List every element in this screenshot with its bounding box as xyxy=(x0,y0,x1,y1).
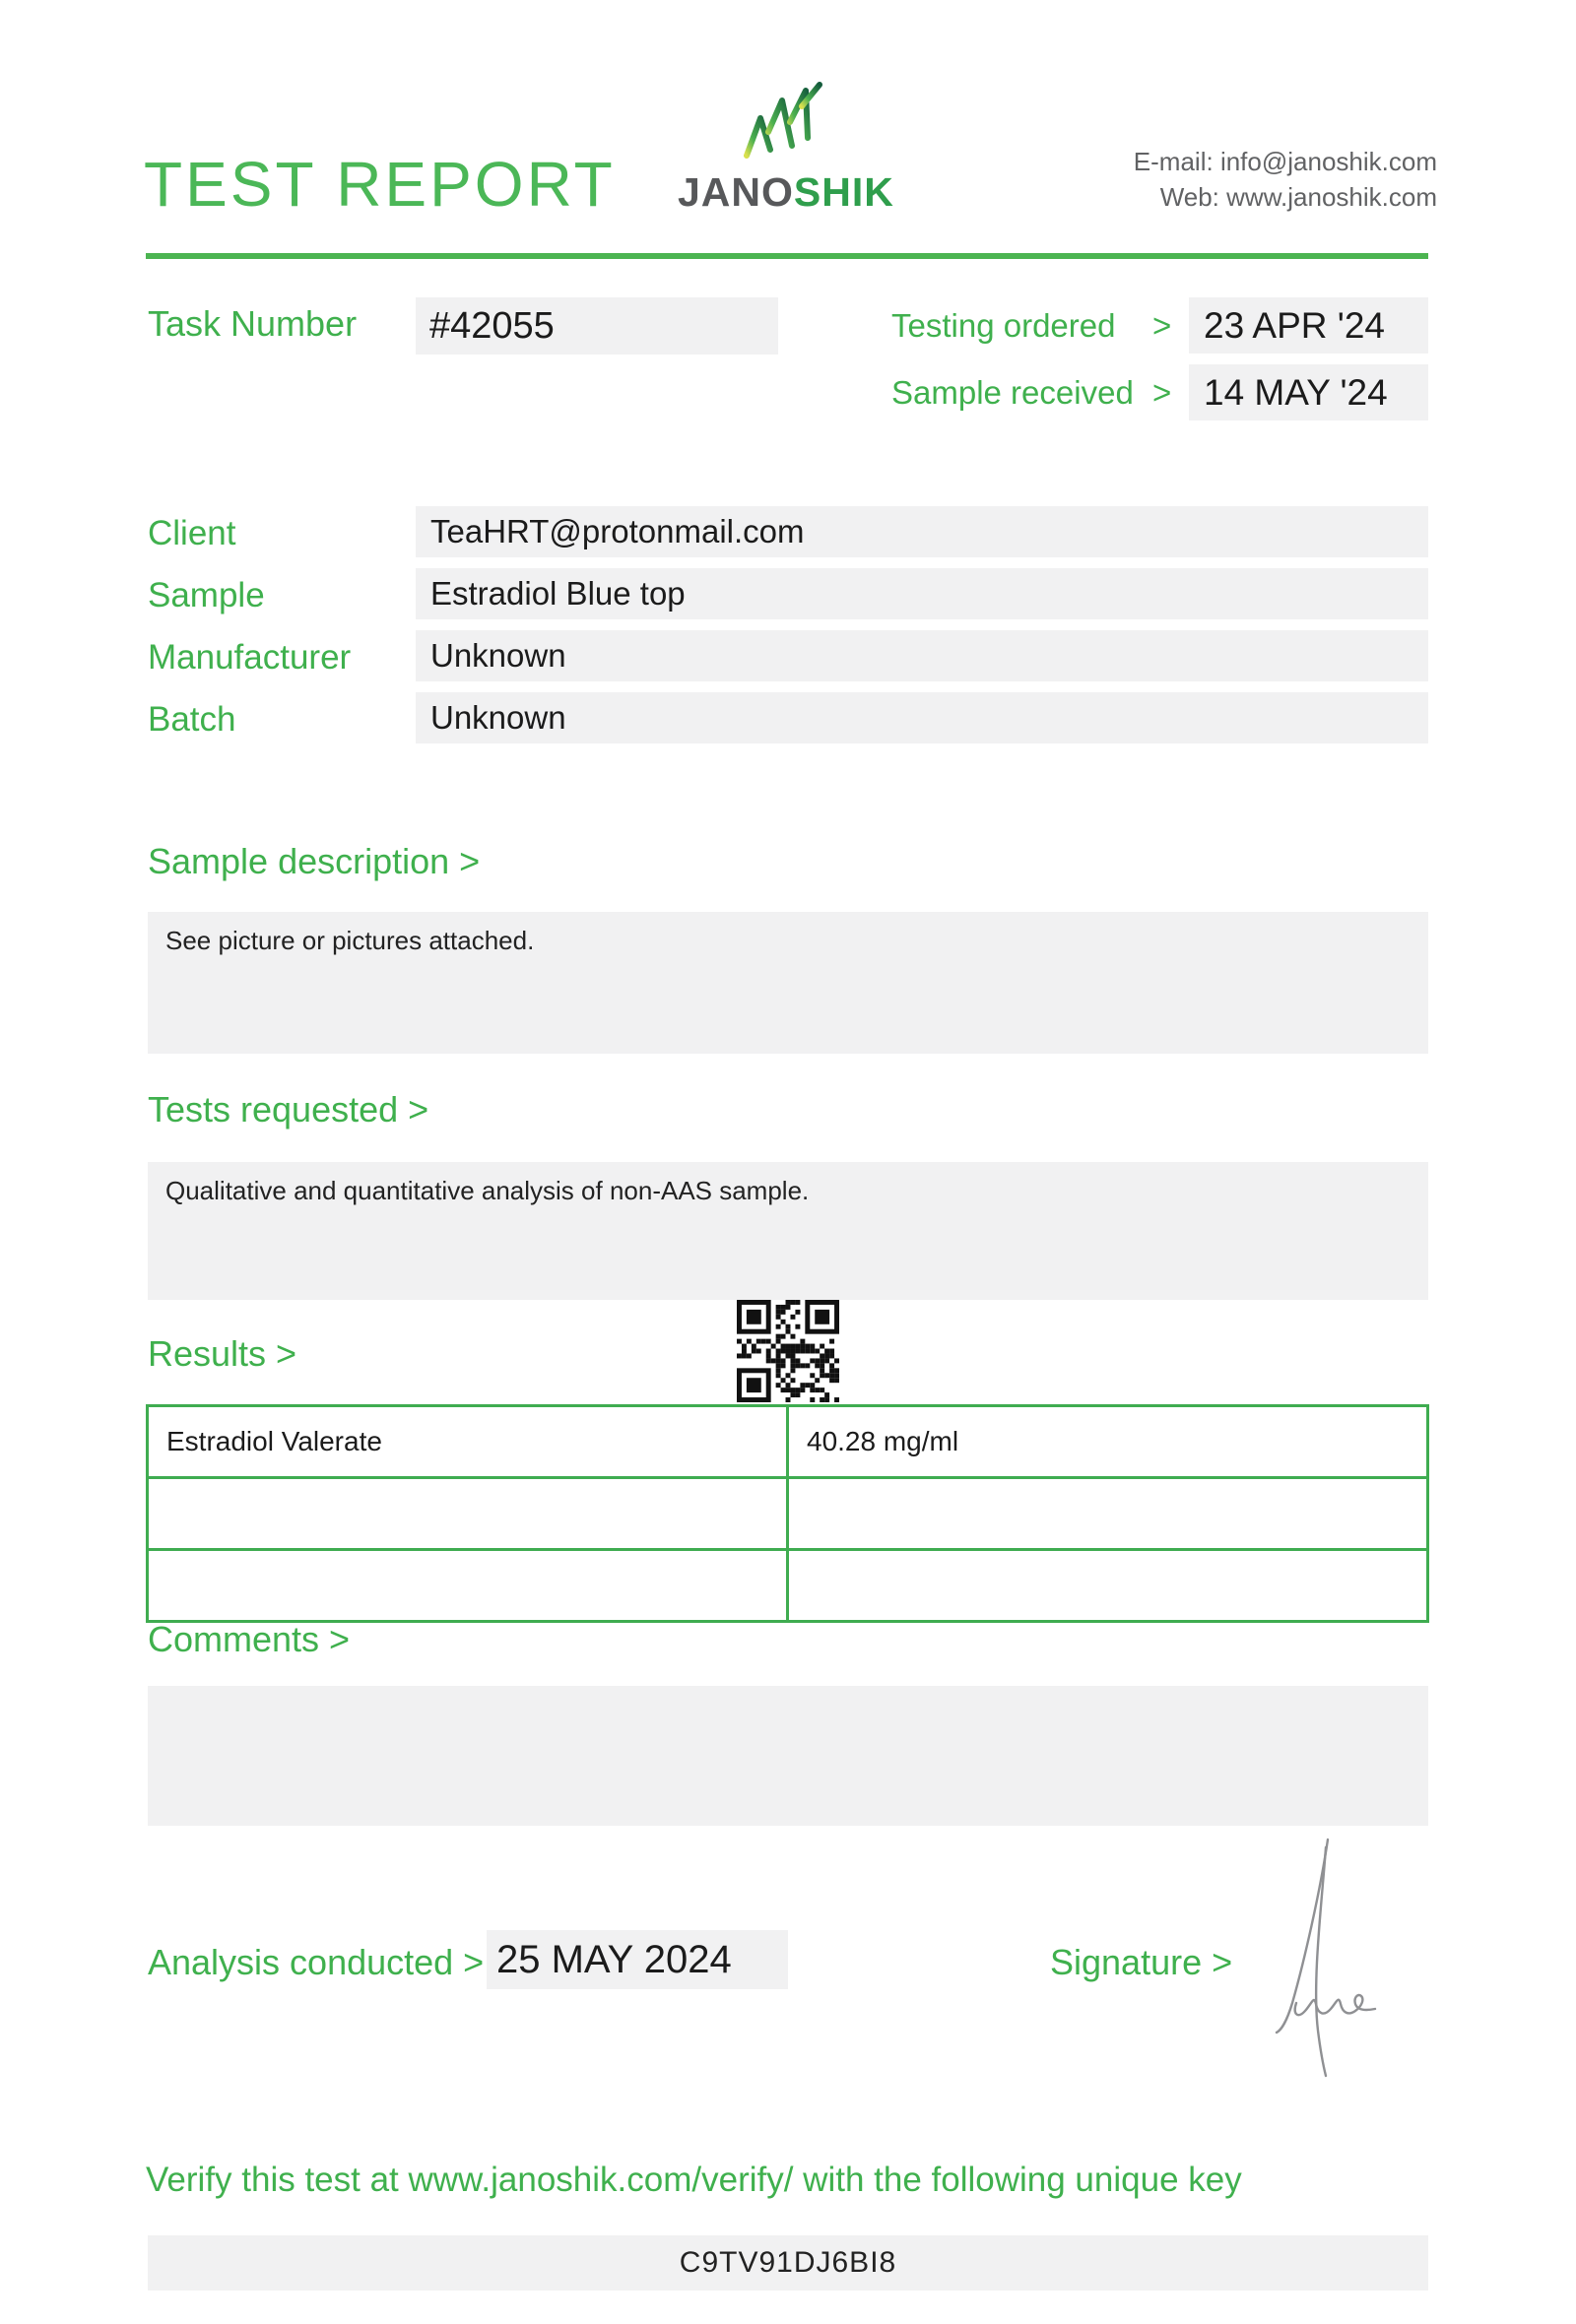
results-row-2 xyxy=(148,1478,1428,1550)
task-number-box xyxy=(416,297,778,355)
unique-key-value: C9TV91DJ6BI8 xyxy=(679,2246,897,2279)
sample-description-heading: Sample description > xyxy=(148,841,481,881)
analysis-conducted-label: Analysis conducted > xyxy=(148,1942,485,1982)
manufacturer-label: Manufacturer xyxy=(148,638,352,677)
results-heading: Results > xyxy=(148,1333,297,1374)
batch-label: Batch xyxy=(148,700,236,739)
testing-ordered-arrow: > xyxy=(1152,307,1172,344)
logo-chart-icon xyxy=(741,81,831,168)
results-table xyxy=(146,1404,1429,1623)
tests-requested-heading: Tests requested > xyxy=(148,1089,429,1130)
testing-ordered-box xyxy=(1189,297,1428,354)
contact-block xyxy=(1134,144,1437,215)
batch-box xyxy=(416,692,1428,743)
testing-ordered-label: Testing ordered xyxy=(891,307,1116,344)
contact-web-line xyxy=(1134,179,1437,215)
task-number-value: #42055 xyxy=(429,305,555,347)
manufacturer-value: Unknown xyxy=(430,637,566,674)
result-name-cell xyxy=(148,1550,788,1622)
sample-label: Sample xyxy=(148,576,265,614)
logo-wordmark-gray: JANO xyxy=(678,169,794,215)
analysis-conducted-box xyxy=(487,1930,788,1989)
qr-code xyxy=(737,1300,839,1402)
email-label: E-mail: xyxy=(1133,147,1214,176)
web-label: Web: xyxy=(1159,182,1219,212)
web-value: www.janoshik.com xyxy=(1226,182,1437,212)
sample-value: Estradiol Blue top xyxy=(430,575,686,612)
manufacturer-box xyxy=(416,630,1428,681)
testing-ordered-value: 23 APR '24 xyxy=(1204,305,1385,346)
analysis-conducted-value: 25 MAY 2024 xyxy=(496,1938,732,1981)
tests-requested-text: Qualitative and quantitative analysis of non-AAS sample. xyxy=(165,1176,810,1205)
unique-key-box xyxy=(148,2235,1428,2291)
sample-received-label: Sample received xyxy=(891,374,1134,411)
comments-heading: Comments > xyxy=(148,1619,351,1659)
comments-box xyxy=(148,1686,1428,1826)
client-label: Client xyxy=(148,514,236,552)
signature-label: Signature > xyxy=(1050,1942,1233,1982)
sample-received-arrow: > xyxy=(1152,374,1172,411)
client-value: TeaHRT@protonmail.com xyxy=(430,513,805,549)
sample-received-box xyxy=(1189,364,1428,420)
sample-description-text: See picture or pictures attached. xyxy=(165,926,535,955)
result-value-cell: 40.28 mg/ml xyxy=(788,1406,1428,1478)
sample-description-box xyxy=(148,912,1428,1054)
contact-email-line xyxy=(1134,144,1437,179)
signature-scribble xyxy=(1267,1834,1395,2085)
sample-received-value: 14 MAY '24 xyxy=(1204,372,1388,413)
header-divider xyxy=(146,253,1428,259)
email-value: info@janoshik.com xyxy=(1219,147,1437,176)
task-number-label: Task Number xyxy=(148,303,358,344)
logo-wordmark xyxy=(678,169,894,216)
result-name-cell xyxy=(148,1478,788,1550)
page-title: TEST REPORT xyxy=(144,149,616,220)
results-row-3 xyxy=(148,1550,1428,1622)
batch-value: Unknown xyxy=(430,699,566,736)
result-value-cell xyxy=(788,1550,1428,1622)
tests-requested-box xyxy=(148,1162,1428,1300)
sample-box xyxy=(416,568,1428,619)
logo-wordmark-green: SHIK xyxy=(793,169,894,215)
verify-text: Verify this test at www.janoshik.com/verify/ with the following unique key xyxy=(146,2161,1242,2199)
result-name-cell: Estradiol Valerate xyxy=(148,1406,788,1478)
client-box xyxy=(416,506,1428,557)
results-row-1 xyxy=(148,1406,1428,1478)
result-value-cell xyxy=(788,1478,1428,1550)
